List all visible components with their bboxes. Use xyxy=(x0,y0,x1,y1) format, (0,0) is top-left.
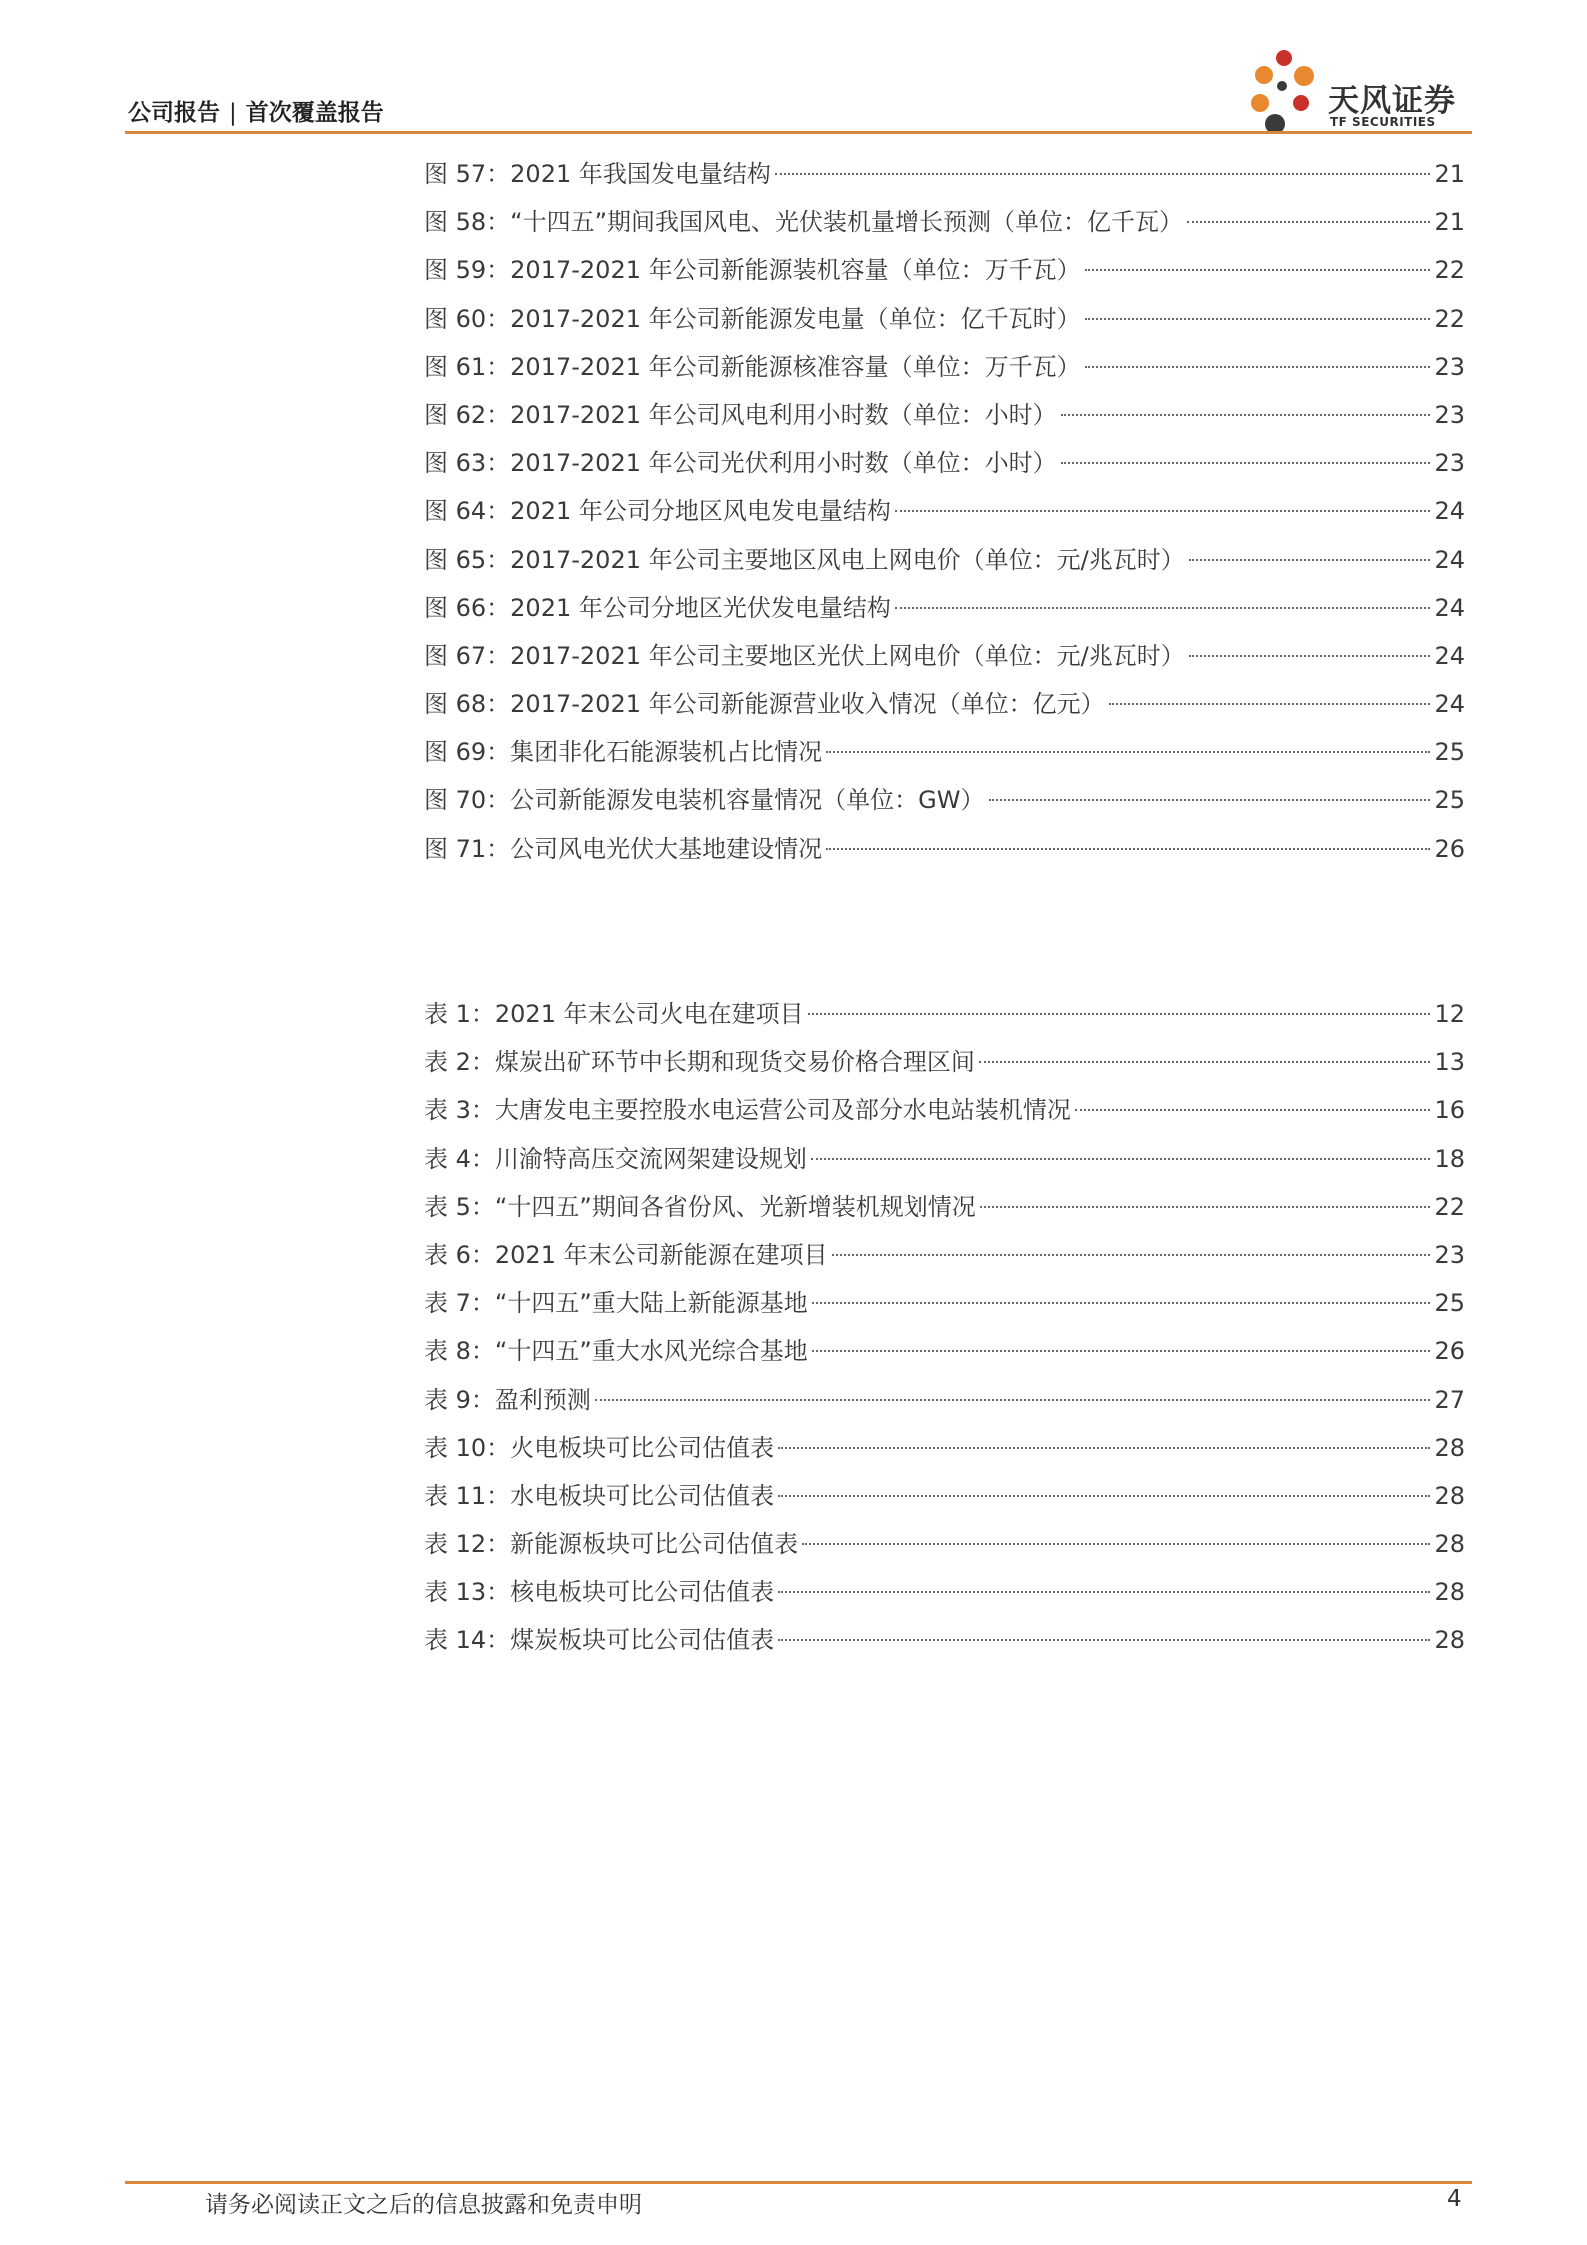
flower-logo-icon xyxy=(1240,48,1328,138)
footer-divider xyxy=(125,2181,1472,2184)
header-divider xyxy=(125,131,1472,134)
report-subtype: 首次覆盖报告 xyxy=(245,100,384,126)
toc-entry-title[interactable]: 表 8：“十四五”重大水风光综合基地 xyxy=(424,1337,808,1366)
toc-page-number[interactable]: 23 xyxy=(1434,449,1465,478)
toc-entry-title[interactable]: 图 66：2021 年公司分地区光伏发电量结构 xyxy=(424,593,891,622)
toc-page-number[interactable]: 24 xyxy=(1434,641,1465,670)
toc-page-number[interactable]: 28 xyxy=(1434,1433,1465,1462)
figure-toc-entry[interactable] xyxy=(424,536,1465,584)
dot-leader xyxy=(1189,559,1431,561)
figure-toc-entry[interactable] xyxy=(424,680,1465,728)
table-toc-entry[interactable] xyxy=(424,1327,1465,1375)
toc-entry-title[interactable]: 表 3：大唐发电主要控股水电运营公司及部分水电站装机情况 xyxy=(424,1096,1071,1125)
figure-toc-entry[interactable] xyxy=(424,391,1465,439)
toc-entry-title[interactable]: 图 59：2017-2021 年公司新能源装机容量（单位：万千瓦） xyxy=(424,256,1081,285)
dot-leader xyxy=(895,607,1431,609)
figure-toc-entry[interactable] xyxy=(424,825,1465,873)
dot-leader xyxy=(989,799,1431,801)
toc-page-number[interactable]: 22 xyxy=(1434,256,1465,285)
table-toc-entry[interactable] xyxy=(424,1086,1465,1134)
figure-toc-entry[interactable] xyxy=(424,584,1465,632)
figure-toc-entry[interactable] xyxy=(424,728,1465,776)
dot-leader xyxy=(1075,1109,1431,1111)
toc-page-number[interactable]: 22 xyxy=(1434,1192,1465,1221)
report-category xyxy=(128,94,384,127)
figure-toc-entry[interactable] xyxy=(424,150,1465,198)
toc-page-number[interactable]: 28 xyxy=(1434,1578,1465,1607)
toc-entry-title[interactable]: 表 6：2021 年末公司新能源在建项目 xyxy=(424,1240,828,1269)
table-toc-entry[interactable] xyxy=(424,1424,1465,1472)
table-toc-entry[interactable] xyxy=(424,1135,1465,1183)
dot-leader xyxy=(1109,703,1431,705)
toc-entry-title[interactable]: 表 13：核电板块可比公司估值表 xyxy=(424,1578,775,1607)
table-toc-entry[interactable] xyxy=(424,1568,1465,1616)
table-toc-entry[interactable] xyxy=(424,1616,1465,1664)
disclaimer-text: 请务必阅读正文之后的信息披露和免责申明 xyxy=(205,2192,642,2218)
toc-page-number[interactable]: 23 xyxy=(1434,1240,1465,1269)
toc-page-number[interactable]: 28 xyxy=(1434,1530,1465,1559)
dot-leader xyxy=(778,1447,1430,1449)
toc-page-number[interactable]: 23 xyxy=(1434,400,1465,429)
dot-leader xyxy=(980,1206,1431,1208)
toc-entry-title[interactable]: 表 12：新能源板块可比公司估值表 xyxy=(424,1530,799,1559)
dot-leader xyxy=(979,1061,1431,1063)
dot-leader xyxy=(1085,318,1431,320)
dot-leader xyxy=(778,1639,1430,1641)
toc-entry-title[interactable]: 图 61：2017-2021 年公司新能源核准容量（单位：万千瓦） xyxy=(424,352,1081,381)
toc-entry-title[interactable]: 图 62：2017-2021 年公司风电利用小时数（单位：小时） xyxy=(424,400,1057,429)
toc-page-number[interactable]: 22 xyxy=(1434,304,1465,333)
toc-page-number[interactable]: 25 xyxy=(1434,738,1465,767)
toc-entry-title[interactable]: 图 71：公司风电光伏大基地建设情况 xyxy=(424,834,823,863)
toc-entry-title[interactable]: 表 9：盈利预测 xyxy=(424,1385,591,1414)
report-type: 公司报告 xyxy=(128,100,220,126)
toc-page-number[interactable]: 12 xyxy=(1434,1000,1465,1028)
dot-leader xyxy=(826,848,1430,850)
toc-entry-title[interactable]: 表 4：川渝特高压交流网架建设规划 xyxy=(424,1144,807,1173)
toc-page-number[interactable]: 16 xyxy=(1434,1096,1465,1125)
toc-page-number[interactable]: 28 xyxy=(1434,1481,1465,1510)
dot-leader xyxy=(778,1591,1430,1593)
table-toc-entry[interactable] xyxy=(424,1279,1465,1327)
toc-entry-title[interactable]: 图 63：2017-2021 年公司光伏利用小时数（单位：小时） xyxy=(424,449,1057,478)
dot-leader xyxy=(775,173,1431,175)
logo-english-name: TF SECURITIES xyxy=(1330,115,1436,129)
dot-leader xyxy=(832,1254,1431,1256)
page-header xyxy=(125,0,1472,135)
dot-leader xyxy=(1085,269,1431,271)
dot-leader xyxy=(778,1495,1430,1497)
dot-leader xyxy=(812,1302,1431,1304)
toc-page-number[interactable]: 13 xyxy=(1434,1048,1465,1077)
toc-entry-title[interactable]: 表 1：2021 年末公司火电在建项目 xyxy=(424,1000,804,1028)
toc-page-number[interactable]: 24 xyxy=(1434,497,1465,526)
toc-page-number[interactable]: 28 xyxy=(1434,1626,1465,1655)
dot-leader xyxy=(826,751,1430,753)
dot-leader xyxy=(1061,462,1431,464)
table-toc-entry[interactable] xyxy=(424,1231,1465,1279)
tables-table-of-contents xyxy=(424,990,1465,1665)
dot-leader xyxy=(811,1158,1431,1160)
toc-page-number[interactable]: 21 xyxy=(1434,160,1465,188)
toc-entry-title[interactable]: 表 5：“十四五”期间各省份风、光新增装机规划情况 xyxy=(424,1192,976,1221)
dot-leader xyxy=(595,1399,1431,1401)
toc-entry-title[interactable]: 图 70：公司新能源发电装机容量情况（单位：GW） xyxy=(424,786,985,815)
toc-page-number[interactable]: 21 xyxy=(1434,208,1465,237)
figure-toc-entry[interactable] xyxy=(424,776,1465,824)
table-toc-entry[interactable] xyxy=(424,1183,1465,1231)
toc-page-number[interactable]: 23 xyxy=(1434,352,1465,381)
toc-entry-title[interactable]: 表 7：“十四五”重大陆上新能源基地 xyxy=(424,1289,808,1318)
page-number: 4 xyxy=(1447,2186,1462,2212)
toc-page-number[interactable]: 25 xyxy=(1434,1289,1465,1318)
table-toc-entry[interactable] xyxy=(424,1376,1465,1424)
toc-entry-title[interactable]: 图 57：2021 年我国发电量结构 xyxy=(424,160,771,188)
figure-toc-entry[interactable] xyxy=(424,343,1465,391)
logo-chinese-name: 天风证券 xyxy=(1328,83,1456,119)
figure-toc-entry[interactable] xyxy=(424,439,1465,487)
toc-entry-title[interactable]: 图 67：2017-2021 年公司主要地区光伏上网电价（单位：元/兆瓦时） xyxy=(424,641,1185,670)
toc-entry-title[interactable]: 图 58：“十四五”期间我国风电、光伏装机量增长预测（单位：亿千瓦） xyxy=(424,208,1184,237)
figure-toc-entry[interactable] xyxy=(424,632,1465,680)
dot-leader xyxy=(812,1350,1431,1352)
table-toc-entry[interactable] xyxy=(424,990,1465,1038)
toc-entry-title[interactable]: 图 64：2021 年公司分地区风电发电量结构 xyxy=(424,497,891,526)
toc-page-number[interactable]: 27 xyxy=(1434,1385,1465,1414)
toc-page-number[interactable]: 25 xyxy=(1434,786,1465,815)
toc-entry-title[interactable]: 表 10：火电板块可比公司估值表 xyxy=(424,1433,775,1462)
toc-entry-title[interactable]: 图 69：集团非化石能源装机占比情况 xyxy=(424,738,823,767)
toc-page-number[interactable]: 26 xyxy=(1434,1337,1465,1366)
dot-leader xyxy=(802,1543,1430,1545)
toc-page-number[interactable]: 24 xyxy=(1434,593,1465,622)
toc-entry-title[interactable]: 图 68：2017-2021 年公司新能源营业收入情况（单位：亿元） xyxy=(424,690,1105,719)
dot-leader xyxy=(808,1013,1431,1015)
table-toc-entry[interactable] xyxy=(424,1472,1465,1520)
dot-leader xyxy=(1187,221,1430,223)
toc-page-number[interactable]: 26 xyxy=(1434,834,1465,863)
toc-entry-title[interactable]: 表 14：煤炭板块可比公司估值表 xyxy=(424,1626,775,1655)
figure-toc-entry[interactable] xyxy=(424,246,1465,294)
toc-page-number[interactable]: 24 xyxy=(1434,690,1465,719)
figures-table-of-contents xyxy=(424,150,1465,873)
dot-leader xyxy=(1085,366,1431,368)
toc-entry-title[interactable]: 表 11：水电板块可比公司估值表 xyxy=(424,1481,775,1510)
table-toc-entry[interactable] xyxy=(424,1038,1465,1086)
dot-leader xyxy=(1061,414,1431,416)
tf-securities-logo xyxy=(1240,48,1472,138)
figure-toc-entry[interactable] xyxy=(424,198,1465,246)
figure-toc-entry[interactable] xyxy=(424,295,1465,343)
toc-entry-title[interactable]: 表 2：煤炭出矿环节中长期和现货交易价格合理区间 xyxy=(424,1048,975,1077)
toc-page-number[interactable]: 24 xyxy=(1434,545,1465,574)
header-separator: | xyxy=(229,100,237,126)
dot-leader xyxy=(1189,655,1431,657)
toc-entry-title[interactable]: 图 60：2017-2021 年公司新能源发电量（单位：亿千瓦时） xyxy=(424,304,1081,333)
figure-toc-entry[interactable] xyxy=(424,487,1465,535)
toc-entry-title[interactable]: 图 65：2017-2021 年公司主要地区风电上网电价（单位：元/兆瓦时） xyxy=(424,545,1185,574)
table-toc-entry[interactable] xyxy=(424,1520,1465,1568)
dot-leader xyxy=(895,510,1431,512)
toc-page-number[interactable]: 18 xyxy=(1434,1144,1465,1173)
